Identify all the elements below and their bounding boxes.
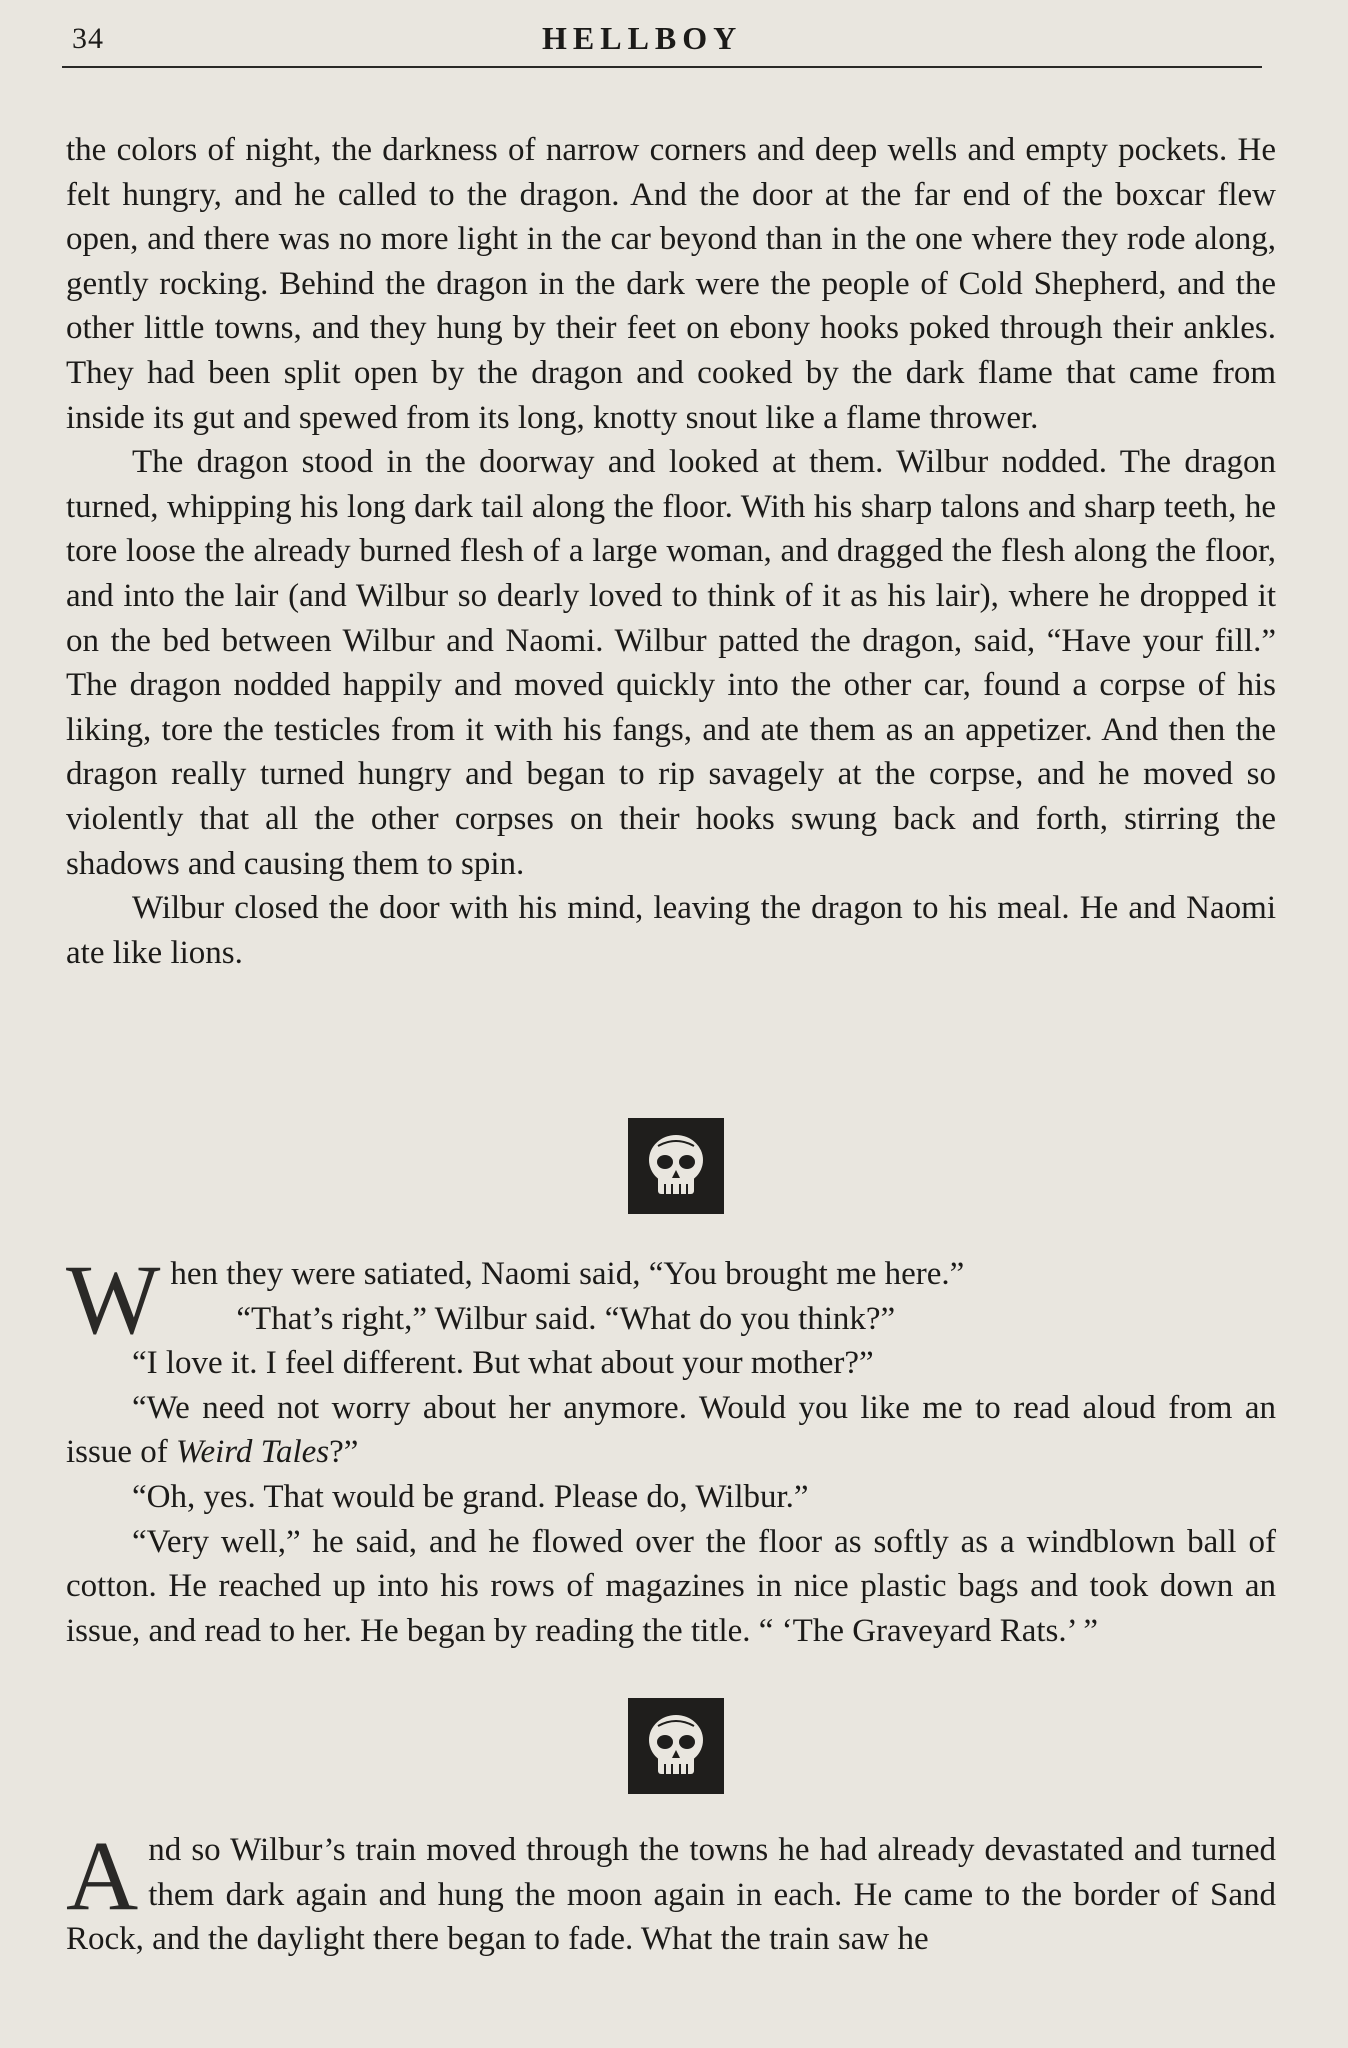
section-one-text bbox=[66, 128, 1276, 975]
drop-cap: W bbox=[66, 1244, 161, 1355]
paragraph-text: ?” bbox=[329, 1434, 359, 1471]
paragraph: “Very well,” he said, and he flowed over the floor as softly as a windblown ball of cotton. He reached up into his rows of magazines in nice plastic bags and took down an issue, and read to her. He began by reading the title. “ ‘The Graveyard Rats.’ ” bbox=[66, 1523, 1276, 1649]
page-header bbox=[62, 14, 1262, 66]
skull-ornament-icon bbox=[628, 1118, 724, 1214]
header-rule bbox=[62, 66, 1262, 68]
drop-cap: A bbox=[66, 1820, 139, 1931]
paragraph-text: “We need not worry about her anymore. Would you like me to read aloud from an issue of bbox=[66, 1389, 1276, 1471]
paragraph: “I love it. I feel different. But what about your mother?” bbox=[132, 1345, 874, 1382]
paragraph: Wilbur closed the door with his mind, leaving the dragon to his meal. He and Naomi ate like lions. bbox=[66, 890, 1276, 971]
paragraph bbox=[66, 1386, 1276, 1475]
paragraph-text: hen they were satiated, Naomi said, “You brought me here.” bbox=[170, 1256, 965, 1292]
page-number: 34 bbox=[72, 22, 104, 55]
paragraph-text: nd so Wilbur’s train moved through the towns he had already devastated and turned them dark again and hung the moon again in each. He came to the border of Sand Rock, and the daylight there began to fade. What the train saw he bbox=[66, 1832, 1276, 1958]
paragraph: “That’s right,” Wilbur said. “What do you think?” bbox=[236, 1300, 896, 1337]
paragraph: “Oh, yes. That would be grand. Please do, Wilbur.” bbox=[132, 1478, 809, 1515]
skull-icon bbox=[628, 1118, 724, 1214]
running-title: HELLBOY bbox=[542, 20, 743, 56]
skull-ornament-icon bbox=[628, 1698, 724, 1794]
section-two-text bbox=[66, 1244, 1276, 1653]
paragraph bbox=[66, 1820, 1276, 1962]
skull-icon bbox=[628, 1698, 724, 1794]
magazine-title: Weird Tales bbox=[176, 1434, 330, 1471]
paragraph: the colors of night, the darkness of narrow corners and deep wells and empty pockets. He felt hungry, and he called to the dragon. And the door at the far end of the boxcar flew open, and there was no more light in the car beyond than in the one where they rode along, gently rocking. Behind the dragon in the dark were the people of Cold Shepherd, and the other little towns, and they hung by their feet on ebony hooks poked through their ankles. They had been split open by the dragon and cooked by the dark flame that came from inside its gut and spewed from its long, knotty snout like a flame thrower. bbox=[66, 132, 1276, 436]
paragraph: The dragon stood in the doorway and looked at them. Wilbur nodded. The dragon turned, whipping his long dark tail along the floor. With his sharp talons and sharp teeth, he tore loose the already burned flesh of a large woman, and dragged the flesh along the floor, and into the lair (and Wilbur so dearly loved to think of it as his lair), where he dropped it on the bed between Wilbur and Naomi. Wilbur patted the dragon, said, “Have your fill.” The dragon nodded happily and moved quickly into the other car, found a corpse of his liking, tore the testicles from it with his fangs, and ate them as an appetizer. And then the dragon really turned hungry and began to rip savagely at the corpse, and he moved so violently that all the other corpses on their hooks swung back and forth, stirring the shadows and causing them to spin. bbox=[66, 444, 1276, 882]
section-three-text bbox=[66, 1820, 1276, 1962]
